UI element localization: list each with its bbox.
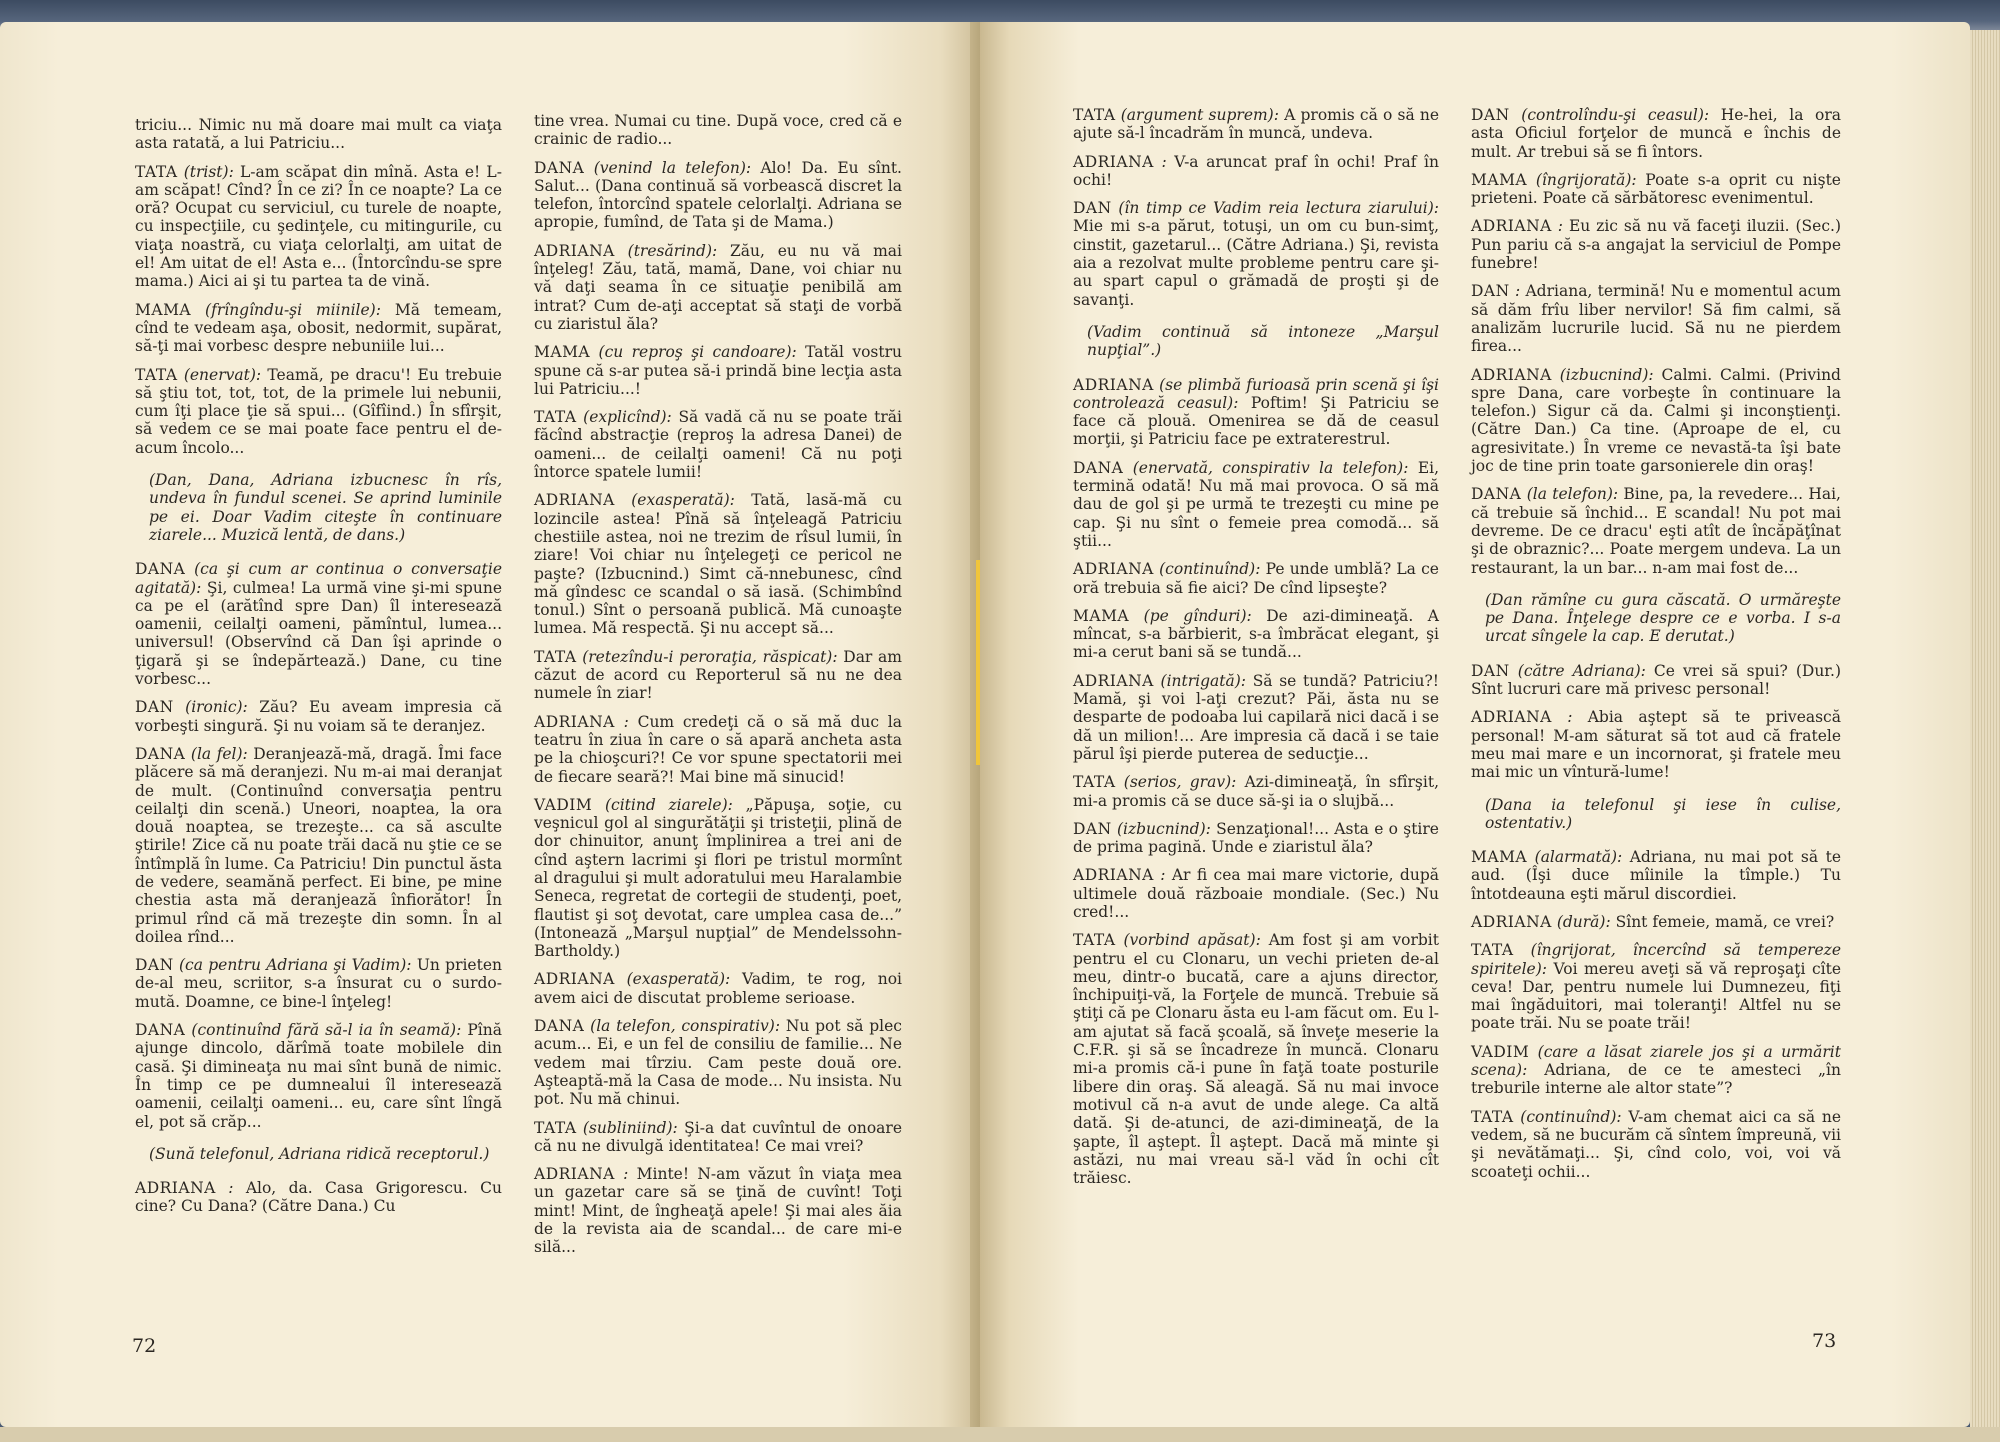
stage-note: (retezîndu-i peroraţia, răspicat): (582, 647, 838, 666)
dialogue-text: Cum credeţi că o să mă duc la teatru în ziua în care o să apară ancheta asta pe la chioşcuri?! Ce vor spune spectatorii mei de fiecare seară?! Mai bine mă sinucid! (534, 712, 902, 786)
dialogue-line (1471, 282, 1841, 355)
page-number-left: 72 (132, 1335, 157, 1357)
stage-note: : (1567, 708, 1573, 727)
speaker-name: ADRIANA (1073, 866, 1154, 885)
stage-note: : (228, 1179, 234, 1198)
dialogue-line (1471, 1043, 1841, 1098)
stage-note: (continuînd): (1159, 560, 1261, 579)
stage-note: (venind la telefon): (593, 158, 752, 177)
stage-note: (exasperată): (631, 491, 735, 510)
speaker-name: TATA (135, 162, 178, 181)
dialogue-text: Sînt femeie, mamă, ce vrei? (1615, 912, 1835, 931)
left-column-1 (135, 116, 502, 1226)
dialogue-line (135, 366, 502, 457)
stage-note: (care a lăsat ziarele jos şi a urmărit scena): (1471, 1042, 1841, 1080)
dialogue-text: Adriana, termină! Nu e momentul acum să dăm frîu liber nervilor! Să fim calmi, să analizăm lucrurile lucid. Să nu ne pierdem firea... (1471, 282, 1841, 356)
stage-note: : (623, 712, 629, 731)
speaker-name: VADIM (534, 795, 593, 814)
dialogue-line (1073, 106, 1439, 143)
stage-note: (intrigată): (1160, 671, 1247, 690)
dialogue-line (1471, 913, 1841, 931)
stage-note: (dură): (1556, 912, 1611, 931)
dialogue-line (534, 648, 902, 703)
dialogue-line (135, 1021, 502, 1131)
dialogue-text: Şi, culmea! La urmă vine şi-mi spune ca pe el (arătînd spre Dan) îl interesează oamenii, ceilalţi oameni, pămîntul, lumea... universul! (Observînd că Dan îşi aprinde o ţigară şi se îndepărtează.) Dane, cu tine vorbesc... (135, 578, 502, 689)
dialogue-line (135, 163, 502, 291)
dialogue-text: Am fost şi am vorbit pentru el cu Clonaru, un vechi prieten de-al meu, dintr-o bucată, care a ajuns director, închipuiţi-vă, la Forţele de muncă. Trebuie să ştiţi că pe Clonaru ăsta eu l-am făcut om. Eu l-am ajutat să facă şcoală, să înveţe meserie la C.F.R. şi să se încadreze în muncă. Clonaru mi-a promis că-i pune în faţă toate posturile libere din oraş. Să aleagă. Să nu mai invoce motivul că n-a avut de unde alege. Ca altă dată. Şi de-atunci, de azi-dimineaţă, de la şapte, îl aştept. Îl aştept. Dacă mă minte şi astăzi, nu mai vreau să-l văd în ochi cît trăiesc. (1073, 931, 1439, 1188)
dialogue-text: Bine, pa, la revedere... Hai, că trebuie să închid... E scandal! Nu pot mai devreme. De ce dracu' eşti atît de încăpăţînat şi de obraznic?... Poate mergem undeva. La un restaurant, la un bar... n-am mai fost de... (1471, 485, 1841, 577)
stage-note: (controlîndu-şi ceasul): (1521, 106, 1710, 124)
speaker-name: MAMA (135, 300, 192, 319)
stage-note: (argument suprem): (1120, 106, 1279, 124)
speaker-name: DAN (1073, 199, 1112, 218)
dialogue-text: Şi-a dat cuvîntul de onoare că nu ne divulgă identitatea! Ce mai vrei? (534, 1118, 902, 1155)
dialogue-text: Ei, termină odată! Nu mă mai provoca. O să mă dau de gol şi pe urmă te trezeşti cu mine pe cap. Şi nu sînt o femeie prea comodă... să ştii... (1073, 458, 1440, 550)
dialogue-line (135, 698, 502, 735)
speaker-name: MAMA (1073, 606, 1130, 625)
continued-text: triciu... Nimic nu mă doare mai mult ca viaţa asta ratată, a lui Patriciu... (135, 116, 502, 153)
stage-note: (vorbind apăsat): (1123, 931, 1261, 950)
speaker-name: DANA (534, 158, 585, 177)
stage-note: (continuînd fără să-l ia în seamă): (191, 1021, 462, 1040)
dialogue-line (534, 343, 902, 398)
dialogue-line (1471, 366, 1841, 476)
right-column-2 (1471, 106, 1841, 1191)
speaker-name: DAN (135, 956, 174, 975)
speaker-name: TATA (1073, 106, 1116, 124)
right-column-1 (1073, 106, 1439, 1197)
speaker-name: MAMA (1471, 170, 1528, 189)
dialogue-line (1073, 560, 1439, 597)
dialogue-line (534, 796, 902, 961)
dialogue-text: Senzaţional!... Asta e o ştire de prima pagină. Unde e ziaristul ăla? (1073, 819, 1439, 857)
stage-note: (tresărind): (627, 241, 718, 260)
speaker-name: ADRIANA (1073, 560, 1154, 579)
speaker-name: ADRIANA (534, 491, 615, 510)
dialogue-line (135, 560, 502, 688)
dialogue-text: Alo, da. Casa Grigorescu. Cu cine? Cu Dana? (Către Dana.) Cu (135, 1179, 502, 1216)
dialogue-text: Adriana, de ce te amesteci „în treburile interne ale altor state”? (1471, 1061, 1841, 1098)
stage-direction: (Sună telefonul, Adriana ridică receptorul.) (149, 1144, 490, 1163)
stage-direction: (Dan rămîne cu gura căscată. O urmăreşte pe Dana. Înţelege despre ce e vorba. I s-a urcat sîngele la cap. E derutat.) (1485, 590, 1841, 646)
stage-note: (la telefon): (1526, 485, 1619, 504)
stage-direction: (Dan, Dana, Adriana izbucnesc în rîs, undeva în fundul scenei. Se aprind luminile pe ei. Doar Vadim citeşte în continuare ziarele... Muzică lentă, de dans.) (149, 471, 502, 544)
dialogue-text: Poftim! Şi Patriciu se face că plouă. Omenirea se dă de ceasul morţii, şi Patriciu face pe extraterestrul. (1073, 393, 1439, 449)
dialogue-line (1471, 106, 1841, 161)
stage-note: (ca pentru Adriana şi Vadim): (178, 956, 412, 975)
dialogue-text: Eu zic să nu vă faceţi iluzii. (Sec.) Pun pariu că s-a angajat la serviciul de Pompe funebre! (1471, 217, 1841, 273)
speaker-name: TATA (1471, 1107, 1514, 1126)
dialogue-text: L-am scăpat din mînă. Asta e! L-am scăpat! Cînd? În ce zi? În ce noapte? La ce oră? Ocupat cu serviciul, cu turele de noapte, cu inspecţiile, cu şedinţele, cu mitingurile, cu viaţa noastră, cu viaţa celorlalţi, am uitat de el! Am uitat de el! Asta e... (Întorcîndu-se spre mama.) Aici ai şi tu partea ta de vină. (135, 162, 502, 291)
dialogue-line (135, 301, 502, 356)
stage-note: (serios, grav): (1123, 773, 1237, 792)
stage-note: (se plimbă furioasă prin scenă şi îşi controlează ceasul): (1073, 375, 1439, 412)
dialogue-line (1073, 199, 1439, 309)
speaker-name: ADRIANA (534, 970, 615, 989)
speaker-name: DANA (135, 744, 186, 763)
stage-note: (izbucnind): (1559, 365, 1654, 384)
dialogue-line (534, 1165, 902, 1256)
speaker-name: VADIM (1471, 1042, 1530, 1061)
dialogue-text: Tată, lasă-mă cu lozincile astea! Pînă să înţeleagă Patriciu chestiile astea, noi ne trezim de rîsul lumii, în ziare! Voi chiar nu înţelegeţi ce pericol ne paşte? (Izbucnind.) Simt că-nnebunesc, cînd mă gîndesc ce scandal o să iasă. (Schimbînd tonul.) Sînt o persoană publică. Mă cunoaşte lumea. Mă respectă. Şi nu accept să... (534, 491, 902, 638)
speaker-name: ADRIANA (1073, 152, 1154, 171)
speaker-name: DAN (1471, 661, 1510, 680)
dialogue-line (534, 159, 902, 232)
dialogue-text: Adriana, nu mai pot să te aud. (Îşi duce mîinile la tîmple.) Tu întotdeauna eşti mărul discordiei. (1471, 848, 1841, 903)
speaker-name: ADRIANA (1471, 912, 1552, 931)
speaker-name: DAN (1471, 106, 1510, 124)
dialogue-text: Să se tundă? Patriciu?! Mamă, şi voi l-aţi crezut? Păi, ăsta nu se desparte de podoaba lui capilară nici dacă i se dă un milion!... Are impresia că dacă i se taie părul îşi pierde puterea de seducţie... (1073, 671, 1439, 763)
dialogue-line (1471, 662, 1841, 699)
stage-note: (pe gînduri): (1143, 606, 1252, 625)
dialogue-line (534, 491, 902, 637)
dialogue-text: Teamă, pe dracu'! Eu trebuie să ştiu tot, tot, tot, de la primele lui nebunii, cum îţi place ţie să spui... (Gîfîind.) În sfîrşit, să vedem ce se mai poate face pentru el de-acum încolo... (135, 365, 502, 457)
dialogue-line (1471, 1108, 1841, 1181)
dialogue-line (1073, 153, 1439, 190)
dialogue-line (1471, 171, 1841, 208)
speaker-name: TATA (534, 1118, 577, 1137)
speaker-name: ADRIANA (534, 241, 615, 260)
speaker-name: DAN (1471, 282, 1510, 301)
dialogue-text: Azi-dimineaţă, în sfîrşit, mi-a promis că se duce să-şi ia o slujbă... (1073, 773, 1439, 810)
dialogue-line (534, 242, 902, 333)
speaker-name: TATA (534, 408, 577, 427)
dialogue-text: Minte! N-am văzut în viaţa mea un gazetar care să se ţină de cuvînt! Toţi mint! Mint, de îngheaţă apele! Şi mai ales ăia de la revista aia de scandal... de care mi-e silă... (534, 1165, 902, 1257)
dialogue-text: He-hei, la ora asta Oficiul forţelor de muncă e închis de mult. Ar trebui să se fi întors. (1471, 106, 1841, 161)
stage-note: (frîngîndu-şi miinile): (205, 300, 381, 319)
dialogue-text: De azi-dimineaţă. A mîncat, s-a bărbierit, s-a îmbrăcat elegant, şi mi-a cerut bani să se tundă... (1073, 606, 1439, 662)
dialogue-text: Voi mereu aveţi să vă reproşaţi cîte ceva! Dar, pentru numele lui Dumnezeu, fiţi mai îngăduitori, mai toleranţi! Altfel nu se poate trăi. Nu se poate trăi! (1471, 959, 1841, 1033)
dialogue-text: Zău? Eu aveam impresia că vorbeşti singură. Şi nu voiam să te deranjez. (135, 698, 502, 735)
stage-note: (trist): (183, 162, 234, 181)
dialogue-line (1471, 708, 1841, 781)
stage-note: (exasperată): (626, 970, 731, 989)
stage-note: (citind ziarele): (605, 795, 733, 814)
dialogue-text: Deranjează-mă, dragă. Îmi face plăcere să mă deranjezi. Nu m-ai mai deranjat de mult. (Continuînd conversaţia pentru ceilalţi din scenă.) Uneori, noaptea, la ora două noaptea, se trezeşte... ca să asculte ştirile! Zice că nu poate trăi dacă nu ştie ce se întîmplă în lume. Ca Patriciu! Din punctul ăsta de vedere, seamănă perfect. Ei bine, pe mine chestia asta mă deranjează înfiorător! În primul rînd că mă trezeşte din somn. În al doilea rînd... (135, 744, 502, 946)
stage-note: (în timp ce Vadim reia lectura ziarului): (1118, 199, 1439, 218)
dialogue-text: Zău, eu nu vă mai înţeleg! Zău, tată, mamă, Dane, voi chiar nu vă daţi seama în ce situaţie penibilă am intrat? Cum de-aţi acceptat să staţi de vorbă cu ziaristul ăla? (534, 241, 902, 333)
stage-direction: (Dana ia telefonul şi iese în culise, ostentativ.) (1485, 795, 1841, 832)
dialogue-line (1471, 848, 1841, 903)
speaker-name: ADRIANA (1471, 217, 1552, 236)
stage-note: (izbucnind): (1116, 819, 1211, 838)
dialogue-line (135, 745, 502, 946)
speaker-name: ADRIANA (1471, 708, 1552, 727)
page-edges (1970, 30, 2000, 1427)
stage-note: : (1557, 217, 1564, 236)
dialogue-line (534, 713, 902, 786)
dialogue-text: Alo! Da. Eu sînt. Salut... (Dana continuă să vorbească discret la telefon, întorcînd spatele celorlalţi. Adriana se apropie, fumînd, de Tata şi de Mama.) (534, 158, 902, 232)
dialogue-text: Mă temeam, cînd te vedeam aşa, obosit, nedormit, supărat, să-ţi mai vorbesc despre nebuniile lui... (135, 300, 503, 356)
dialogue-text: Vadim, te rog, noi avem aici de discutat probleme serioase. (534, 970, 902, 1007)
speaker-name: TATA (534, 647, 577, 666)
dialogue-text: V-am chemat aici ca să ne vedem, să ne bucurăm că sîntem împreună, vii şi nevătămaţi... Şi, cînd colo, voi, voi vă scoateţi ochii... (1471, 1107, 1841, 1181)
speaker-name: DAN (135, 698, 174, 717)
dialogue-text: Pe unde umblă? La ce oră trebuia să fie aici? De cînd lipseşte? (1073, 560, 1439, 597)
left-column-2 (534, 112, 902, 1267)
dialogue-line (1073, 459, 1439, 550)
dialogue-text: Poate s-a oprit cu nişte prieteni. Poate că sărbătoresc evenimentul. (1471, 170, 1841, 208)
stage-note: : (1160, 866, 1166, 885)
stage-note: (ironic): (185, 698, 248, 717)
dialogue-text: A promis că o să ne ajute să-l încadrăm în muncă, undeva. (1073, 106, 1439, 143)
right-page (980, 22, 1970, 1427)
dialogue-line (135, 1179, 502, 1216)
dialogue-text: Ar fi cea mai mare victorie, după ultimele două războaie mondiale. (Sec.) Nu cred!... (1073, 866, 1439, 921)
speaker-name: MAMA (1471, 848, 1528, 867)
dialogue-line (534, 1119, 902, 1156)
dialogue-text: Mie mi s-a părut, totuşi, un om cu bun-simţ, cinstit, gazetarul... (Către Adriana.) Şi, revista aia a rezolvat multe probleme pentru care şi-au spart capul o grămadă de proşti şi de savanţi. (1073, 217, 1439, 309)
stage-note: (alarmată): (1534, 848, 1623, 867)
dialogue-line (1471, 485, 1841, 576)
stage-note: (îngrijorată): (1535, 170, 1637, 189)
dialogue-line (1073, 607, 1439, 662)
stage-note: (explicînd): (583, 408, 672, 427)
speaker-name: TATA (135, 365, 178, 384)
dialogue-line (1073, 866, 1439, 921)
dialogue-line (1471, 217, 1841, 272)
speaker-name: ADRIANA (135, 1179, 216, 1198)
stage-note: (ca şi cum ar continua o conversaţie agitată): (135, 560, 502, 597)
stage-note: : (1161, 152, 1167, 171)
dialogue-line (534, 408, 902, 481)
dialogue-text: Calmi. Calmi. (Privind spre Dana, care vorbeşte în continuare la telefon.) Sigur că da. Calmi şi inconştienţi. (Către Dan.) Ca tine. (Aproape de el, cu agresivitate.) În vreme ce nevastă-ta îşi bate joc de tine prin toate garsonierele din oraş! (1471, 365, 1841, 476)
dialogue-text: Dar am căzut de acord cu Reporterul să nu ne dea numele în ziar! (534, 647, 902, 703)
dialogue-text: Pînă ajunge dincolo, dărîmă toate mobilele din casă. Şi dimineaţa nu mai sînt bună de nimic. În timp ce pe dumnealui îl interesează oamenii, ceilalţi oameni... eu, care sînt lîngă el, pot să crăp... (135, 1021, 502, 1131)
stage-note: (la telefon, conspirativ): (590, 1017, 781, 1036)
stage-note: (cu reproş şi candoare): (598, 343, 797, 362)
stage-note: (la fel): (190, 744, 248, 763)
stage-direction: (Vadim continuă să intoneze „Marşul nupţial”.) (1087, 322, 1439, 360)
dialogue-line (1073, 773, 1439, 810)
dialogue-text: Un prieten de-al meu, scriitor, s-a însurat cu o surdo-mută. Doamne, ce bine-l înţeleg! (135, 956, 502, 1011)
speaker-name: ADRIANA (1073, 671, 1154, 690)
dialogue-text: Abia aştept să te privească personal! M-am săturat să tot aud că fratele meu mai mare e un incornorat, şi fratele meu mai mic un vîntură-lume! (1471, 708, 1841, 782)
dialogue-line (1073, 376, 1439, 449)
stage-note: : (623, 1165, 629, 1184)
dialogue-text: „Păpuşa, soţie, cu veşnicul gol al singurătăţii şi tristeţii, plină de dor chinuitor, anunţ împlinirea a trei ani de cînd aştern lacrimi şi flori pe tristul mormînt al dragului şi mult adoratului meu Haralambie Seneca, regretat de cortegii de studenţi, poet, flautist şi soţ devotat, care umplea casa de...” (Intonează „Marşul nupţial” de Mendelssohn-Bartholdy.) (534, 795, 902, 961)
stage-note: (subliniind): (582, 1118, 678, 1137)
dialogue-text: Nu pot să plec acum... Ei, e un fel de consiliu de familie... Ne vedem mai tîrziu. Cam peste două ore. Aşteaptă-mă la Casa de mode... Nu insista. Nu pot. Nu mă chinui. (534, 1017, 902, 1109)
speaker-name: DANA (534, 1017, 585, 1036)
speaker-name: ADRIANA (534, 712, 615, 731)
stage-note: (către Adriana): (1517, 661, 1646, 680)
speaker-name: ADRIANA (1471, 365, 1552, 384)
dialogue-text: Ce vrei să spui? (Dur.) Sînt lucruri care mă privesc personal! (1471, 661, 1841, 699)
speaker-name: TATA (1471, 941, 1514, 960)
dialogue-line (534, 1017, 902, 1108)
dialogue-text: Tatăl vostru spune că s-ar putea să-i prindă bine lecţia asta lui Patriciu...! (534, 343, 902, 398)
page-number-right: 73 (1812, 1330, 1837, 1352)
speaker-name: TATA (1073, 931, 1116, 950)
dialogue-line (135, 956, 502, 1011)
stage-note: : (1514, 282, 1521, 301)
speaker-name: MAMA (534, 343, 591, 362)
stage-note: (enervat): (183, 365, 262, 384)
speaker-name: TATA (1073, 773, 1116, 792)
speaker-name: ADRIANA (1073, 375, 1154, 394)
speaker-name: DANA (135, 560, 186, 579)
speaker-name: DANA (1073, 458, 1124, 477)
speaker-name: DANA (1471, 485, 1522, 504)
speaker-name: ADRIANA (534, 1165, 615, 1184)
speaker-name: DANA (135, 1021, 186, 1040)
stage-note: (continuînd): (1520, 1107, 1622, 1126)
dialogue-line (1073, 672, 1439, 763)
dialogue-text: V-a aruncat praf în ochi! Praf în ochi! (1073, 152, 1439, 189)
dialogue-text: Să vadă că nu se poate trăi făcînd abstracţie (reproş la adresa Danei) de oameni... de ceilalţi oameni! Că nu poţi întorce spatele lumii! (534, 408, 902, 482)
stage-note: (îngrijorat, încercînd să tempereze spiritele): (1471, 941, 1841, 978)
continued-text: tine vrea. Numai cu tine. După voce, cred că e crainic de radio... (534, 112, 902, 149)
dialogue-line (1073, 931, 1439, 1187)
left-page (0, 22, 980, 1427)
stage-note: (enervată, conspirativ la telefon): (1132, 458, 1409, 477)
page-bottom-edge (0, 1427, 2000, 1442)
dialogue-line (534, 970, 902, 1007)
dialogue-line (1073, 820, 1439, 857)
speaker-name: DAN (1073, 819, 1112, 838)
dialogue-line (1471, 941, 1841, 1032)
